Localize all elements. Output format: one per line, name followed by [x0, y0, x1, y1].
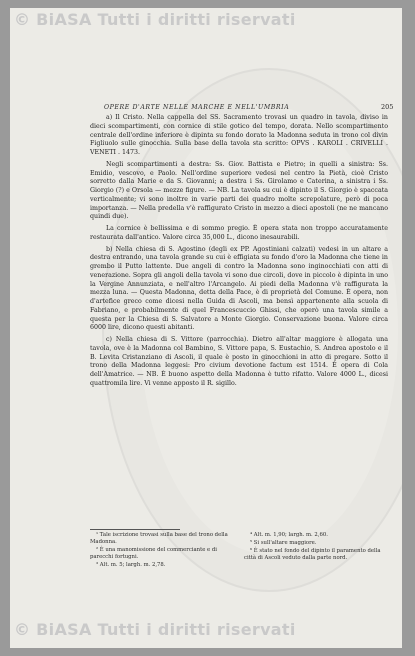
copyright-watermark-top: © BiASA Tutti i diritti riservati	[14, 10, 296, 29]
paragraph: b) Nella chiesa di S. Agostino (degli ex PP. Agostiniani calzati) vedesi in un altare a destra entrando, una tavola grande su cui è effigiata su fondo d'oro la Madonna che tiene in grembo il Putto lattente. Due angeli di contro la Madonna sono inginocchiati con atti di venerazione. Sopra gli angoli della tavola vi sono due circoli, dove in piccolo è dipinta in uno la Vergine Annunziata, e nell'altro l'Arcangelo. Ai piedi della Madonna v'è raffigurata la mezza luna. — Questa Madonna, detta della Pace, è di proprietà del Comune. È opera, non d'artefice greco come dicesi nella Guida di Ascoli, ma bensì appartenente alla scuola di Fabriano, e probabilmente di quel Francescuccio Ghissi, che operò una tavola simile a questa per la Chiesa di S. Salvatore a Monte Giorgio. Conservazione buona. Valore circa 6000 lire, dicono questi abitanti.	[90, 245, 388, 332]
footnote: ⁶ È stato nel fondo del dipinto il paramento della città di Ascoli veduto dalla parte nord.	[244, 548, 381, 561]
paragraph: Negli scompartimenti a destra: Ss. Giov. Battista e Pietro; in quelli a sinistra: Ss. Emidio, vescovo, e Paolo. Nell'ordine superiore vedesi nel centro la Pietà, cioè Cristo sorretto dalla Marie e da S. Giovanni; a destra i Ss. Girolamo e Caterina, a sinistra i Ss. Giorgio (?) e Orsola — mezze figure. — NB. La tavola su cui è dipinto il S. Giorgio è spaccata verticalmente; vi sono inoltre in varie parti dei quadro molte screpolature, però di poca importanza. — Nella predella v'è raffigurato Cristo in mezzo a dieci apostoli (ne ne mancano quindi due).	[90, 160, 388, 221]
footnote: ¹ Tale iscrizione trovasi sulla base del trono della Madonna.	[90, 532, 228, 545]
document-page	[10, 8, 402, 648]
footnotes-left-column	[90, 532, 236, 570]
footnote: ² È una manomissione del commerciante e di parecchi fortugni.	[90, 547, 217, 560]
footnotes-right-column	[244, 532, 390, 570]
footnote: ³ Alt. m. 5; largh. m. 2,78.	[96, 562, 166, 568]
page-number: 205	[381, 103, 394, 111]
copyright-watermark-bottom: © BiASA Tutti i diritti riservati	[14, 620, 296, 639]
footnotes	[90, 532, 390, 570]
footnote: ⁵ Si sull'altare maggiore.	[250, 540, 317, 546]
running-title: OPERE D'ARTE NELLE MARCHE E NELL'UMBRIA	[104, 104, 290, 111]
footnote-divider	[90, 529, 180, 530]
paragraph: c) Nella chiesa di S. Vittore (parrocchia). Dietro all'altar maggiore è allogata una tavola, ove è la Madonna col Bambino, S. Vittore papa, S. Eustachio, S. Andrea apostolo e il B. Levita Cristanziano di Ascoli, il quale è posto in ginocchioni in atto di pregare. Sotto il trono della Madonna leggesi: Pro civium devotione factum est 1514. È opera di Cola dell'Amatrice. — NB. È buono aspetto della Madonna è tutto rifatto. Valore 4000 L., dicesi quattromila lire. Vi venne apposto il R. sigillo.	[90, 336, 388, 387]
footnote: ⁴ Alt. m. 1,90; largh. m. 2,60.	[250, 532, 328, 538]
main-text	[90, 114, 388, 389]
paragraph: La cornice è bellissima e di sommo pregio. È opera stata non troppo accuratamente restaurata dall'antico. Valore circa 35,000 L., dicono inesaurabili.	[90, 225, 388, 241]
paragraph: a) Il Cristo. Nella cappella del SS. Sacramento trovasi un quadro in tavola, diviso in dieci scompartimenti, con cornice di stile gotico del tempo, dorata. Nello scompartimento centrale dell'ordine inferiore è dipinta su fondo dorato la Madonna seduta in trono col divin Figliuolo sulle ginocchia. Sulla base della tavola sta scritto: OPVS . KAROLI . CRIVELLI . VENETI . 1473.	[90, 114, 388, 156]
